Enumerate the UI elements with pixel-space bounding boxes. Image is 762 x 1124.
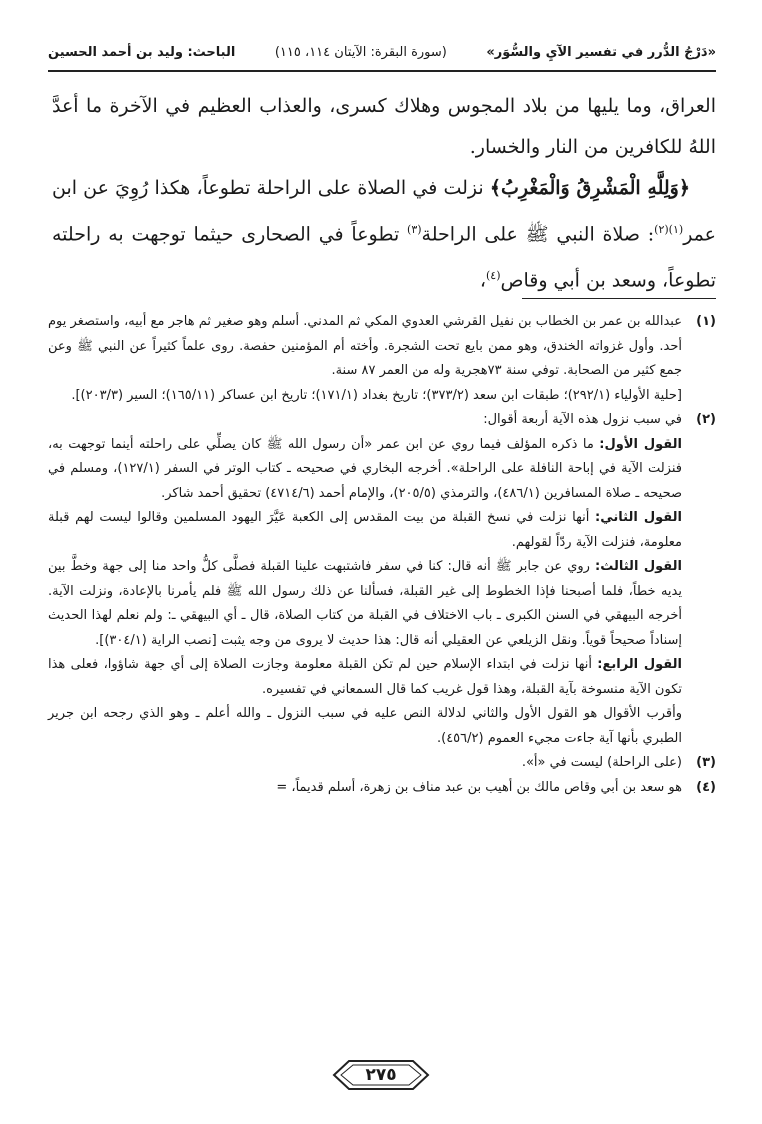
footnote-separator — [522, 298, 716, 299]
opinion-text: أنها نزلت في ابتداء الإسلام حين لم تكن القبلة معلومة وجازت الصلاة إلى أي جهة شاؤوا، فعلى هذا تكون الآية منسوخة بآية القبلة، وهذا قول غريب كما قال السمعاني في تفسيره. — [48, 657, 682, 697]
footnote-ref-4[interactable]: (٤) — [485, 269, 501, 283]
footnote-3-text: (على الراحلة) ليست في «أ». — [521, 755, 682, 770]
opinion-heading: القول الأول: — [599, 436, 682, 452]
footnote-2-opinion-4 — [48, 653, 682, 702]
footnote-3 — [48, 751, 716, 776]
footnote-number: (٣) — [696, 755, 716, 770]
footnote-2-opinion-3 — [48, 555, 682, 653]
footnote-number: (٢) — [696, 412, 716, 427]
opinion-heading: القول الرابع: — [597, 657, 682, 672]
footnote-ref-3[interactable]: (٣) — [407, 223, 422, 236]
footnote-2-conclusion: وأقرب الأقوال هو القول الأول والثاني لدلالة النص عليه في سبب النزول ـ والله أعلم ـ وهو الذي رجحه ابن جرير الطبري بأنها آية جاءت مجيء العموم (٤٥٦/٢). — [48, 706, 682, 746]
footnote-2-intro: في سبب نزول هذه الآية أربعة أقوال: — [483, 412, 682, 427]
paragraph-1 — [52, 86, 716, 168]
author-name: الباحث: وليد بن أحمد الحسين — [48, 44, 236, 60]
paragraph-1-line-1: العراق، وما يليها من بلاد المجوس وهلاك كسرى، والعذاب العظيم في — [165, 95, 716, 117]
opinion-heading: القول الثاني: — [595, 510, 682, 525]
footnote-4 — [48, 776, 716, 801]
footnote-1 — [48, 310, 716, 408]
footnote-ref-1-2[interactable]: (١)(٢) — [654, 223, 684, 236]
paragraph-2-text-1: نزلت في الصلاة على الراحلة تطوعاً، هكذا رُوِيَ عن ابن عمر — [52, 177, 716, 246]
footnote-number: (٤) — [696, 779, 716, 795]
footnote-1-text: عبدالله بن عمر بن الخطاب بن نفيل القرشي العدوي المكي ثم المدني. أسلم وهو صغير ثم هاجر مع أبيه، واستصغر يوم أحد. وأول غزواته الخندق، وهو ممن بايع تحت الشجرة. وأخته أم المؤمنين حفصة. روى علماً كثيراً عن النبي ﷺ وعن جمع كثير من الصحابة. توفي سنة ٧٣هجرية وله من العمر ٨٧ سنة. — [48, 314, 682, 378]
footnote-1-refs: [حلية الأولياء (٢٩٢/١)؛ طبقات ابن سعد (٣٧٣/٢)؛ تاريخ بغداد (١٧١/١)؛ تاريخ ابن عساكر (١٦٥/١١)؛ السير (٢٠٣/٣)]. — [71, 387, 682, 403]
paragraph-2-text-3: تطوعاً في الصحارى حيثما توجهت به راحلته تطوعاً، وسعد بن أبي وقاص — [52, 223, 716, 292]
footnote-4-text: هو سعد بن أبي وقاص مالك بن أهيب بن عبد مناف بن زهرة، أسلم قديماً، = — [276, 779, 682, 795]
page-number: ٢٧٥ — [365, 1065, 397, 1085]
running-header — [48, 34, 716, 72]
quran-verse: ﴿وَلِلَّهِ الْمَشْرِقُ وَالْمَغْرِبُ﴾ — [489, 177, 690, 199]
footnote-2-opinion-2 — [48, 506, 682, 555]
paragraph-2-text-4: ، — [479, 269, 486, 292]
opinion-heading: القول الثالث: — [595, 559, 682, 574]
book-title: «دَرْجُ الدُّرر في تفسير الآيِ والسُّوَر» — [486, 44, 716, 60]
opinion-text: أنها نزلت في نسخ القبلة من بيت المقدس إلى الكعبة عَيَّرَ اليهود المسلمين وقالوا ليست لهم قبلة معلومة، فنزلت الآية ردّاً لقولهم. — [48, 510, 682, 550]
opinion-text: روي عن جابر ﷺ أنه قال: كنا في سفر فاشتبهت علينا القبلة فصلَّى كلُّ واحد منا إلى جهة وخطَّ بين يديه خطاً، فلما أصبحنا فإذا الخطوط إلى غير القبلة، فسألنا عن ذلك رسول الله ﷺ فلم يأمرنا بالإعادة، ونزلت الآية. أخرجه البيهقي في السنن الكبرى ـ باب الاختلاف في القبلة من كتاب الصلاة، قال ـ أي البيهقي ـ: ولم نعلم لهذا الحديث إسناداً صحيحاً قوياً. ونقل الزيلعي عن العقيلي أنه قال: هذا حديث لا يروى من وجه يثبت [نصب الراية (٣٠٤/١)]. — [48, 559, 682, 648]
main-text — [52, 86, 716, 302]
footnote-2-opinion-1 — [48, 433, 682, 507]
surah-location: (سورة البقرة: الآيتان ١١٤، ١١٥) — [274, 44, 447, 60]
page-number-ornament — [331, 1058, 431, 1092]
footnote-2 — [48, 408, 716, 751]
footnote-number: (١) — [696, 314, 716, 329]
paragraph-2 — [52, 168, 716, 302]
paragraph-1-line-2: الآخرة ما أعدَّ اللهُ للكافرين من النار والخسار. — [52, 95, 716, 158]
footnotes — [48, 310, 716, 800]
paragraph-2-text-2: : صلاة النبي ﷺ على الراحلة — [421, 223, 655, 246]
opinion-text: ما ذكره المؤلف فيما روي عن ابن عمر «أن رسول الله ﷺ كان يصلِّي على راحلته أينما توجهت به، فنزلت الآية في إباحة النافلة على الراحلة». أخرجه البخاري في صحيحه ـ كتاب الوتر في السفر (١٢٧/١)، ومسلم في صحيحه ـ صلاة المسافرين (٤٨٦/١)، والترمذي (٢٠٥/٥)، والإمام أحمد (٤٧١٤/٦) تحقيق أحمد شاكر. — [48, 436, 682, 501]
